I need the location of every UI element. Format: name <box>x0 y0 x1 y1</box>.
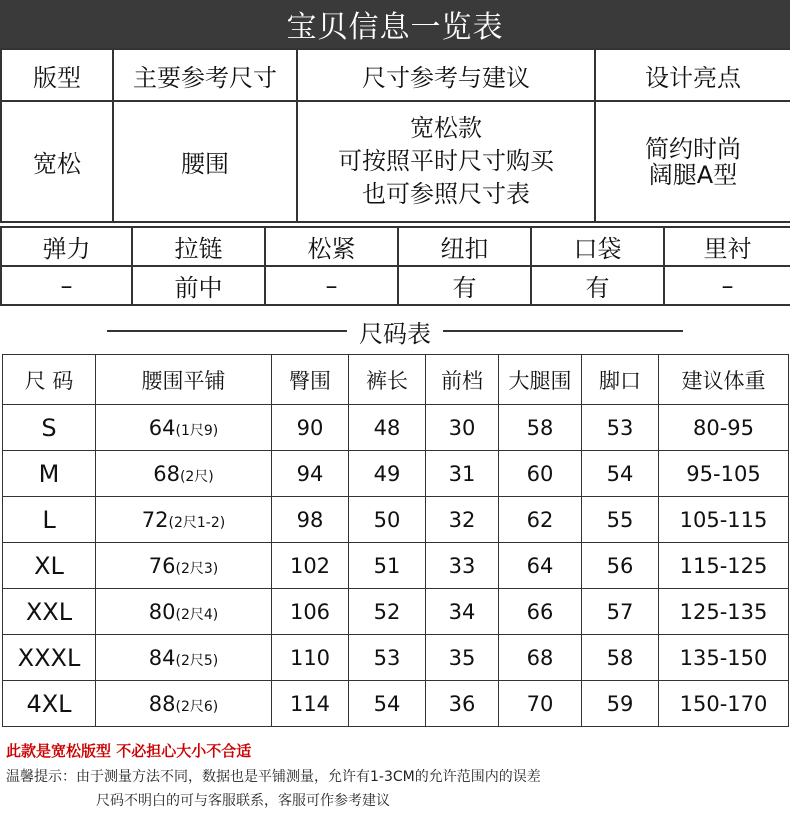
size-cell-hem <box>582 451 659 497</box>
feature-value-button: 有 <box>398 266 531 305</box>
size-value-waist: 76 <box>148 553 176 578</box>
size-value-thigh: 70 <box>526 691 554 716</box>
size-cell-waist <box>96 681 272 727</box>
size-value-hip: 102 <box>289 553 331 578</box>
feature-header-lining: 里衬 <box>664 227 790 266</box>
loose-fit-note: 此款是宽松版型 不必担心大小不合适 <box>6 742 252 760</box>
size-cell-length <box>349 589 426 635</box>
size-cell-size <box>3 405 96 451</box>
size-value-waist: 88 <box>148 691 176 716</box>
size-section-title-text: 尺码表 <box>359 319 431 348</box>
feature-header-row <box>1 227 790 266</box>
size-cell-hip <box>272 405 349 451</box>
size-cell-length <box>349 405 426 451</box>
size-value-hip: 114 <box>289 691 331 716</box>
size-value-weight: 135-150 <box>679 645 768 670</box>
size-value-rise: 33 <box>448 553 476 578</box>
size-header-hip: 臀围 <box>272 355 349 405</box>
size-cell-waist <box>96 451 272 497</box>
size-cell-length <box>349 635 426 681</box>
size-value-size: M <box>38 459 60 488</box>
size-cell-hem <box>582 405 659 451</box>
size-cell-thigh <box>499 543 582 589</box>
size-value-size: XXXL <box>17 643 81 672</box>
advice-line-2: 可按照平时尺寸购买 <box>338 147 554 175</box>
size-cell-weight <box>659 589 789 635</box>
size-value-rise: 31 <box>448 461 476 486</box>
size-value-waist: 80 <box>148 599 176 624</box>
info-header-advice: 尺寸参考与建议 <box>297 49 595 101</box>
size-cell-length <box>349 681 426 727</box>
size-value-hem: 54 <box>606 461 634 486</box>
size-cell-hem <box>582 543 659 589</box>
size-cell-rise <box>426 451 499 497</box>
size-value-thigh: 68 <box>526 645 554 670</box>
advice-line-3: 也可参照尺寸表 <box>362 180 530 208</box>
feature-value-waistband: – <box>265 266 398 305</box>
size-cell-weight <box>659 543 789 589</box>
customer-service-tip: 尺码不明白的可与客服联系，客服可作参考建议 <box>96 793 390 809</box>
size-cell-hip <box>272 635 349 681</box>
size-cell-waist <box>96 635 272 681</box>
size-value-hem: 55 <box>606 507 634 532</box>
size-value-rise: 35 <box>448 645 476 670</box>
size-table-body <box>3 405 789 727</box>
size-value-hip: 90 <box>296 415 324 440</box>
table-row <box>3 635 789 681</box>
size-cell-waist <box>96 497 272 543</box>
size-cell-thigh <box>499 681 582 727</box>
info-header-main-size: 主要参考尺寸 <box>113 49 297 101</box>
size-value-thigh: 66 <box>526 599 554 624</box>
size-cell-size <box>3 543 96 589</box>
feature-header-pocket: 口袋 <box>531 227 664 266</box>
size-value-hem: 59 <box>606 691 634 716</box>
size-cell-hip <box>272 497 349 543</box>
feature-value-pocket: 有 <box>531 266 664 305</box>
size-header-hem: 脚口 <box>582 355 659 405</box>
size-value-size: L <box>42 505 56 534</box>
size-header-weight: 建议体重 <box>659 355 789 405</box>
size-header-row <box>3 355 789 405</box>
title-divider-left <box>107 330 347 332</box>
size-value-thigh: 64 <box>526 553 554 578</box>
size-cell-hem <box>582 497 659 543</box>
size-header-rise: 前档 <box>426 355 499 405</box>
size-value-hip: 106 <box>289 599 331 624</box>
size-value-waist: 64 <box>148 415 176 440</box>
size-header-waist: 腰围平铺 <box>96 355 272 405</box>
size-value-size: 4XL <box>26 689 72 718</box>
size-cell-length <box>349 451 426 497</box>
size-cell-length <box>349 497 426 543</box>
waist-chi-note: (2尺5) <box>175 652 219 669</box>
size-value-rise: 36 <box>448 691 476 716</box>
size-value-length: 54 <box>373 691 401 716</box>
size-value-thigh: 58 <box>526 415 554 440</box>
size-value-weight: 80-95 <box>692 415 755 440</box>
size-value-length: 48 <box>373 415 401 440</box>
size-cell-length <box>349 543 426 589</box>
size-cell-waist <box>96 543 272 589</box>
info-value-row <box>1 101 790 222</box>
size-cell-weight <box>659 405 789 451</box>
size-table <box>2 354 789 727</box>
size-header-size: 尺 码 <box>3 355 96 405</box>
size-cell-hem <box>582 681 659 727</box>
page-title: 宝贝信息一览表 <box>286 10 504 45</box>
design-line-2: 阔腿A型 <box>648 160 738 189</box>
size-value-hip: 110 <box>289 645 331 670</box>
size-cell-rise <box>426 589 499 635</box>
size-value-length: 50 <box>373 507 401 532</box>
size-value-length: 52 <box>373 599 401 624</box>
size-value-waist: 68 <box>153 461 180 486</box>
size-value-hem: 56 <box>606 553 634 578</box>
size-cell-size <box>3 497 96 543</box>
feature-header-button: 纽扣 <box>398 227 531 266</box>
size-cell-waist <box>96 405 272 451</box>
advice-line-1: 宽松款 <box>410 114 482 142</box>
size-value-rise: 32 <box>448 507 476 532</box>
size-value-waist: 72 <box>141 507 169 532</box>
size-header-length: 裤长 <box>349 355 426 405</box>
page-title-banner <box>0 0 790 48</box>
size-cell-rise <box>426 681 499 727</box>
size-section-title <box>0 316 790 346</box>
size-cell-thigh <box>499 497 582 543</box>
size-value-hem: 57 <box>606 599 634 624</box>
measurement-tip: 温馨提示：由于测量方法不同，数据也是平铺测量，允许有1-3CM的允许范围内的误差 <box>6 769 541 785</box>
size-value-weight: 105-115 <box>679 507 768 532</box>
size-value-hip: 98 <box>296 507 324 532</box>
info-main-size-value: 腰围 <box>113 101 297 222</box>
size-cell-hip <box>272 451 349 497</box>
size-value-rise: 34 <box>448 599 476 624</box>
waist-chi-note: (1尺9) <box>175 422 219 439</box>
design-line-1: 简约时尚 <box>645 134 741 163</box>
feature-value-elastic: – <box>1 266 132 305</box>
size-cell-thigh <box>499 451 582 497</box>
table-row <box>3 497 789 543</box>
size-value-rise: 30 <box>448 415 476 440</box>
waist-chi-note: (2尺6) <box>175 698 219 715</box>
waist-chi-note: (2尺) <box>179 468 214 485</box>
info-header-design: 设计亮点 <box>595 49 790 101</box>
size-cell-hip <box>272 681 349 727</box>
size-value-weight: 115-125 <box>679 553 768 578</box>
size-value-length: 53 <box>373 645 401 670</box>
waist-chi-note: (2尺4) <box>175 606 219 623</box>
size-cell-thigh <box>499 635 582 681</box>
table-row <box>3 451 789 497</box>
waist-chi-note: (2尺3) <box>175 560 219 577</box>
size-value-length: 49 <box>373 461 401 486</box>
size-value-hem: 53 <box>606 415 634 440</box>
size-value-thigh: 60 <box>526 461 554 486</box>
size-cell-rise <box>426 405 499 451</box>
size-cell-weight <box>659 497 789 543</box>
table-row <box>3 543 789 589</box>
size-value-thigh: 62 <box>526 507 554 532</box>
feature-value-row <box>1 266 790 305</box>
info-design-cell <box>595 101 790 222</box>
feature-header-waistband: 松紧 <box>265 227 398 266</box>
size-cell-hip <box>272 589 349 635</box>
size-cell-size <box>3 681 96 727</box>
table-row <box>3 405 789 451</box>
size-cell-rise <box>426 497 499 543</box>
size-value-waist: 84 <box>148 645 176 670</box>
size-cell-thigh <box>499 589 582 635</box>
info-header-row <box>1 49 790 101</box>
size-value-hip: 94 <box>296 461 324 486</box>
size-value-size: S <box>41 413 57 442</box>
size-cell-size <box>3 589 96 635</box>
size-value-size: XXL <box>25 597 73 626</box>
size-cell-rise <box>426 635 499 681</box>
size-value-length: 51 <box>373 553 401 578</box>
table-row <box>3 589 789 635</box>
size-value-weight: 125-135 <box>679 599 768 624</box>
feature-header-elastic: 弹力 <box>1 227 132 266</box>
feature-table <box>0 226 790 306</box>
size-cell-weight <box>659 635 789 681</box>
feature-value-zipper: 前中 <box>132 266 265 305</box>
size-cell-weight <box>659 681 789 727</box>
waist-chi-note: (2尺1-2) <box>168 514 226 531</box>
size-cell-rise <box>426 543 499 589</box>
size-value-size: XL <box>34 551 64 580</box>
product-info-table <box>0 48 790 223</box>
size-cell-size <box>3 451 96 497</box>
info-advice-cell <box>297 101 595 222</box>
size-header-thigh: 大腿围 <box>499 355 582 405</box>
size-cell-hem <box>582 635 659 681</box>
size-value-hem: 58 <box>606 645 634 670</box>
size-cell-thigh <box>499 405 582 451</box>
info-header-fit: 版型 <box>1 49 113 101</box>
feature-header-zipper: 拉链 <box>132 227 265 266</box>
size-cell-weight <box>659 451 789 497</box>
title-divider-right <box>443 330 683 332</box>
size-cell-hem <box>582 589 659 635</box>
size-cell-size <box>3 635 96 681</box>
table-row <box>3 681 789 727</box>
feature-value-lining: – <box>664 266 790 305</box>
size-cell-hip <box>272 543 349 589</box>
info-fit-value: 宽松 <box>1 101 113 222</box>
size-value-weight: 95-105 <box>686 461 761 486</box>
size-value-weight: 150-170 <box>679 691 768 716</box>
size-cell-waist <box>96 589 272 635</box>
